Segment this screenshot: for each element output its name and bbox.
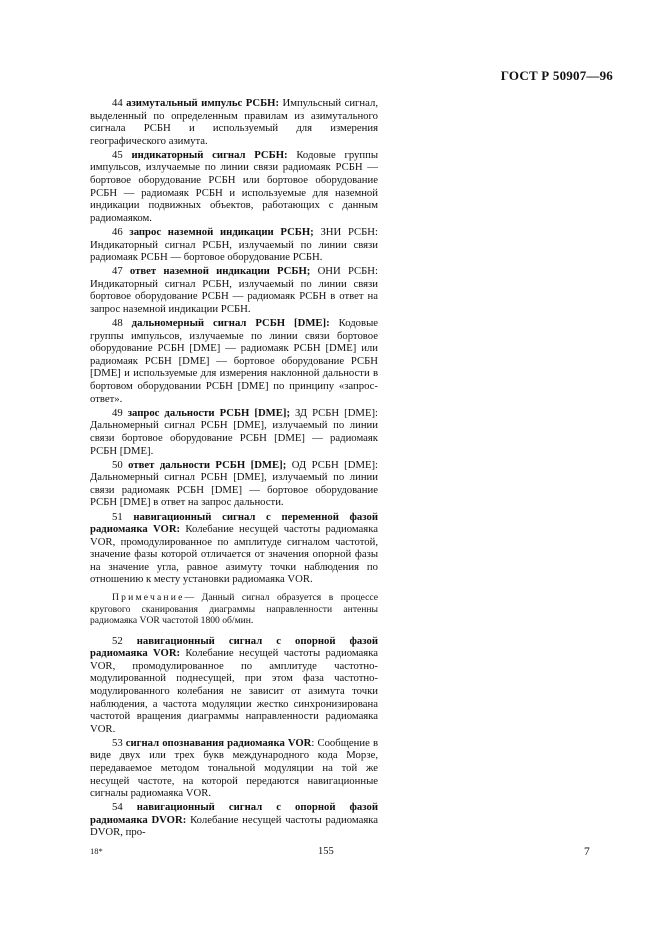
term-number: 52 [112, 634, 123, 647]
term-number: 47 [112, 265, 123, 278]
footer-page-number-collection: 155 [318, 846, 334, 857]
term-title: дальномерный сигнал РСБН [DME]: [131, 317, 330, 330]
term-paragraph [90, 737, 378, 800]
document-code: ГОСТ Р 50907—96 [500, 68, 613, 83]
term-number: 46 [112, 225, 123, 238]
term-definition: ОНИ РСБН: Индикаторный сигнал РСБН, излучаемый по линии связи бортовое оборудование РСБН — радиомаяк РСБН в ответ на запрос наземной индикации РСБН. [90, 265, 378, 315]
term-title: ответ наземной индикации РСБН; [129, 265, 311, 278]
term-paragraph [90, 226, 378, 264]
term-paragraph [90, 407, 378, 457]
term-paragraph [90, 265, 378, 315]
term-title: запрос наземной индикации РСБН; [129, 225, 314, 238]
term-number: 50 [112, 458, 123, 471]
note-paragraph [90, 592, 378, 627]
footer-page-number: 7 [584, 846, 590, 858]
term-title: навигационный сигнал с опорной фазой радиомаяка DVOR: [90, 801, 379, 826]
term-definition: ЗНИ РСБН: Индикаторный сигнал РСБН, излучаемый по линии связи радиомаяк РСБН — бортовое оборудование РСБН. [90, 225, 378, 264]
footer-signature-mark: 18* [90, 846, 103, 856]
term-title: ответ дальности РСБН [DME]; [128, 458, 287, 471]
term-definition: ОД РСБН [DME]: Дальномерный сигнал РСБН [DME], излучаемый по линии связи радиомаяк РСБН [DME] — бортовое оборудование РСБН [DME] в ответ на запрос дальности. [90, 458, 379, 509]
term-title: сигнал опознавания радиомаяка VOR [125, 736, 312, 749]
term-definition: Колебание несущей частоты радиомаяка VOR, промодулированное по амплитуде частотно-модулированной поднесущей, при этом фаза частотно-модулированного колебания не зависит от азимута точки наблюдения, а частота модуляции жестко синхронизирована частотой вращения диаграммы направленности радиомаяка VOR. [90, 647, 378, 735]
term-number: 48 [112, 317, 123, 330]
term-paragraph [90, 801, 378, 839]
term-definition: Кодовые группы импульсов, излучаемые по линии связи радиомаяк РСБН — бортовое оборудование РСБН или бортовое оборудование РСБН — радиомаяк РСБН и используемые для наземной индикации подвижных объектов, работающих с данным радиомаяком. [90, 148, 379, 224]
term-definition: : Сообщение в виде двух или трех букв международного кода Морзе, передаваемое методом тональной модуляции на той же несущей частоте, на которой передаются навигационные сигналы радиомаяка VOR. [90, 736, 378, 800]
term-paragraph [90, 459, 378, 509]
term-paragraph [90, 511, 378, 587]
term-paragraph [90, 635, 378, 736]
term-title: индикаторный сигнал РСБН: [131, 148, 288, 161]
term-definition: Кодовые группы импульсов, излучаемые по линии связи бортовое оборудование РСБН [DME] — радиомаяк РСБН [DME] или радиомаяк РСБН [DME] — бортовое оборудование РСБН [DME] и используемые для измерения наклонной дальности в бортовом оборудовании РСБН [DME] по принципу «запрос-ответ». [90, 317, 378, 405]
term-definition: ЗД РСБН [DME]: Дальномерный сигнал РСБН [DME], излучаемый по линии связи бортовое оборудование РСБН [DME] — радиомаяк РСБН [DME]. [90, 406, 378, 457]
term-title: запрос дальности РСБН [DME]; [127, 406, 291, 419]
term-title: навигационный сигнал с опорной фазой радиомаяка VOR: [90, 634, 379, 660]
term-number: 44 [112, 97, 123, 109]
term-number: 51 [112, 510, 123, 523]
term-definition: Колебание несущей частоты радиомаяка VOR, промодулированное по амплитуде сигналом частотой, значение фазы которой отличается от значения опорной фазы на значение угла, равное азимуту точки наблюдения по отношению к месту установки радиомаяка VOR. [90, 523, 378, 586]
document-body [90, 97, 378, 841]
note-label: Примечание [112, 592, 185, 604]
term-title: азимутальный импульс РСБН: [126, 97, 280, 109]
term-number: 49 [112, 406, 123, 419]
term-paragraph [90, 97, 378, 147]
term-title: навигационный сигнал с переменной фазой радиомаяка VOR: [90, 510, 378, 536]
term-definition: Импульсный сигнал, выделенный по определенным правилам из азимутального сигнала РСБН и используемый для измерения географического азимута. [90, 97, 378, 147]
note-text: — Данный сигнал образуется в процессе кругового сканирования диаграммы направленности антенны радиомаяка VOR частотой 1800 об/мин. [90, 592, 378, 627]
term-paragraph [90, 149, 378, 225]
term-number: 45 [112, 148, 123, 161]
term-number: 54 [112, 801, 123, 814]
term-number: 53 [112, 736, 123, 749]
term-paragraph [90, 317, 378, 405]
term-definition: Колебание несущей частоты радиомаяка DVOR, про- [90, 813, 379, 839]
